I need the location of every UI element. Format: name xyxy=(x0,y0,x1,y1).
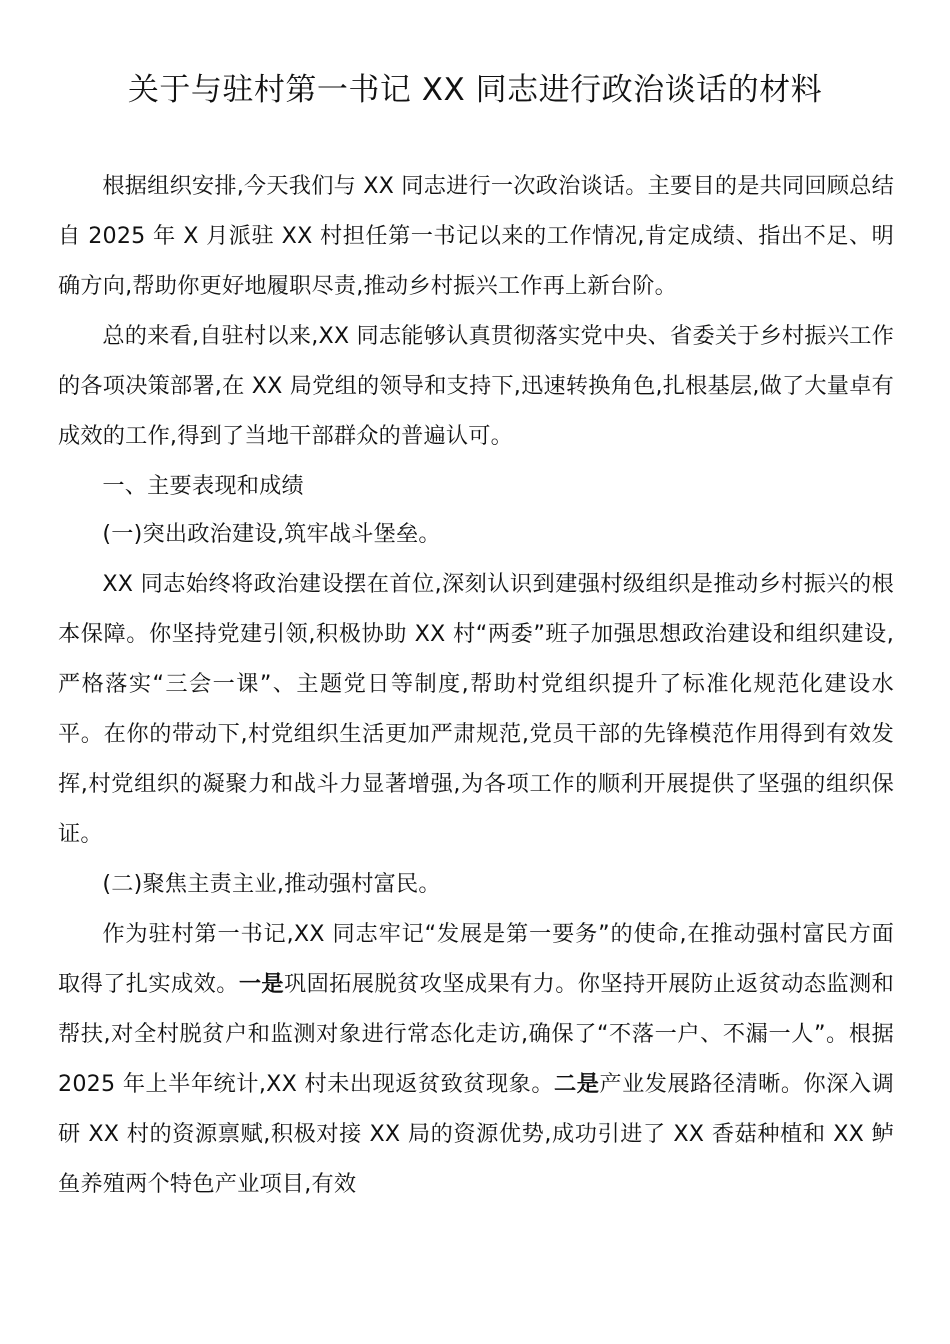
document-body xyxy=(58,161,894,1209)
paragraph-subsection-2-part1: 作为驻村第一书记,XX 同志牢记“发展是第一要务”的使命,在推动强村富民方面取得了扎实成效。 xyxy=(58,921,894,997)
subsection-heading-1: (一)突出政治建设,筑牢战斗堡垒。 xyxy=(102,521,441,547)
paragraph-subsection-2-part3: 产业发展路径清晰。你深入调研 XX 村的资源禀赋,积极对接 XX 局的资源优势,成功引进了 XX 香菇种植和 XX 鲈鱼养殖两个特色产业项目,有效 xyxy=(58,1071,894,1197)
paragraph-intro: 根据组织安排,今天我们与 XX 同志进行一次政治谈话。主要目的是共同回顾总结自 2025 年 X 月派驻 XX 村担任第一书记以来的工作情况,肯定成绩、指出不足、明确方向,帮助你更好地履职尽责,推动乡村振兴工作再上新台阶。 xyxy=(58,173,894,299)
subsection-heading-2: (二)聚焦主责主业,推动强村富民。 xyxy=(102,871,441,897)
paragraph-subsection-2-part2: 巩固拓展脱贫攻坚成果有力。你坚持开展防止返贫动态监测和帮扶,对全村脱贫户和监测对象进行常态化走访,确保了“不落一户、不漏一人”。根据 2025 年上半年统计,XX 村未出现返贫致贫现象。 xyxy=(58,971,894,1097)
document-title: 关于与驻村第一书记 XX 同志进行政治谈话的材料 xyxy=(127,72,823,108)
emphasis-second: 二是 xyxy=(554,1071,600,1097)
section-heading-1: 一、主要表现和成绩 xyxy=(102,473,304,499)
paragraph-overview: 总的来看,自驻村以来,XX 同志能够认真贯彻落实党中央、省委关于乡村振兴工作的各项决策部署,在 XX 局党组的领导和支持下,迅速转换角色,扎根基层,做了大量卓有成效的工作,得到了当地干部群众的普遍认可。 xyxy=(58,323,894,449)
emphasis-first: 一是 xyxy=(238,971,285,997)
paragraph-subsection-2 xyxy=(58,909,894,1209)
paragraph-subsection-1: XX 同志始终将政治建设摆在首位,深刻认识到建强村级组织是推动乡村振兴的根本保障。你坚持党建引领,积极协助 XX 村“两委”班子加强思想政治建设和组织建设,严格落实“三会一课”、主题党日等制度,帮助村党组织提升了标准化规范化建设水平。在你的带动下,村党组织生活更加严肃规范,党员干部的先锋模范作用得到有效发挥,村党组织的凝聚力和战斗力显著增强,为各项工作的顺利开展提供了坚强的组织保证。 xyxy=(58,571,894,847)
